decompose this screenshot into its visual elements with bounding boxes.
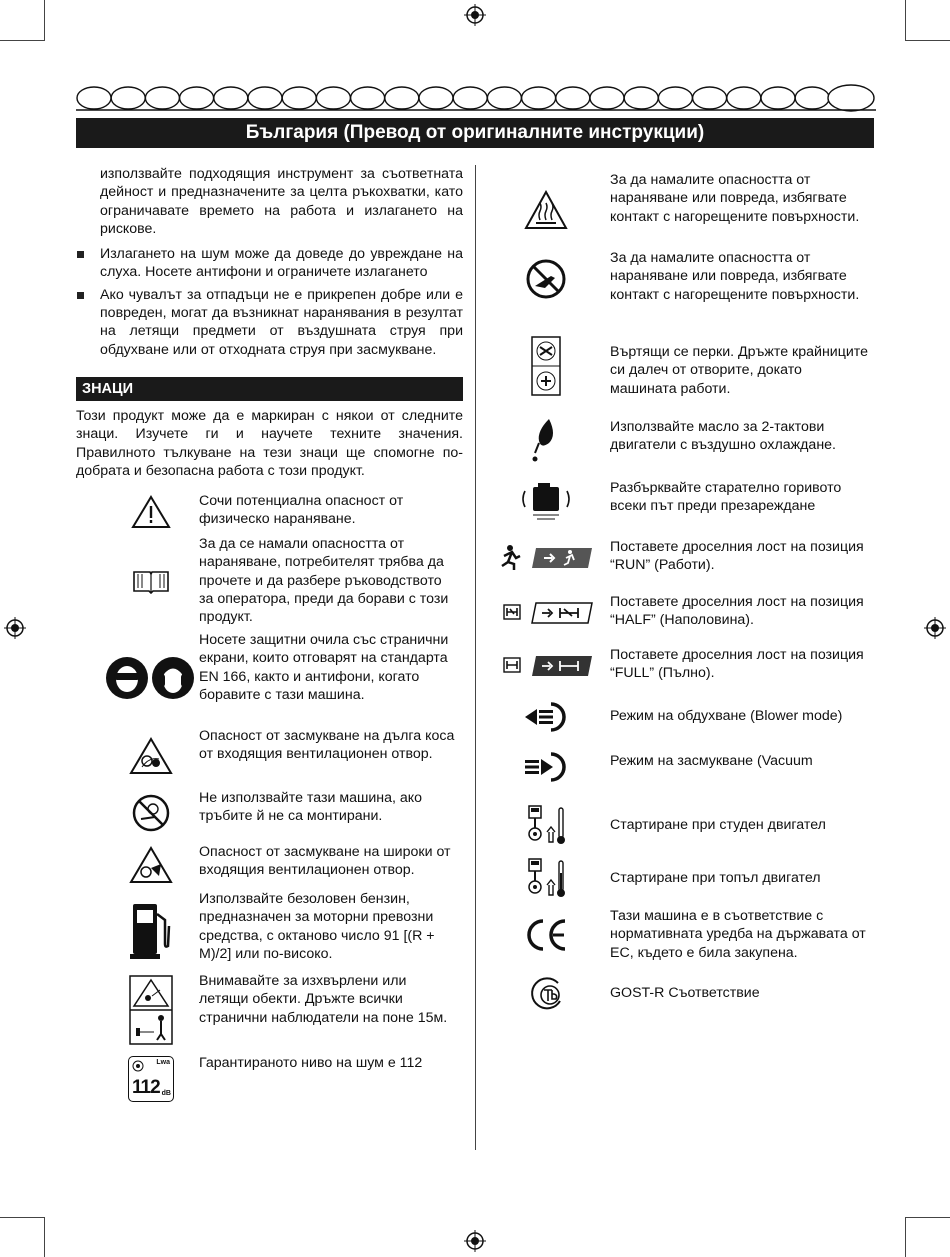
symbol-description: За да се намали опасността от нараняване, потребителят трябва да прочете и да разбере ръководството за оператора, преди да борави с този продукт. <box>199 536 449 626</box>
ce-mark-icon <box>496 907 596 963</box>
gost-r-icon <box>496 975 596 1015</box>
symbol-description: Поставете дроселния лост на позиция “HALF” (Наполовина). <box>610 594 864 629</box>
intro-paragraph: използвайте подходящия инструмент за съответната дейност и предназначените за целта ръкохватки, като ограничавате времето на работа и излагането на рискове. <box>100 166 463 237</box>
crop-mark <box>0 1217 45 1218</box>
cold-start-icon <box>496 801 596 849</box>
language-tab <box>453 87 487 109</box>
symbol-description: Поставете дроселния лост на позиция “FULL” (Пълно). <box>610 647 864 682</box>
language-tab <box>316 87 350 109</box>
language-tab <box>145 87 179 109</box>
throttle-half-icon <box>496 593 596 633</box>
eye-ear-protection-icon <box>96 631 206 725</box>
language-tab <box>487 87 521 109</box>
language-tab <box>761 87 795 109</box>
vacuum-mode-icon <box>496 750 596 784</box>
symbol-row <box>491 801 874 849</box>
bullet-text: Ако чувалът за отпадъци не е прикрепен добре или е повреден, могат да възникнат наранявания в резултат на летящи предмети от въздушната струя при обдухване или от отходната струя при засмукване. <box>100 286 463 358</box>
symbol-description: Опасност от засмукване на широки от входящия вентилационен отвор. <box>199 844 451 879</box>
crop-mark <box>905 1217 906 1257</box>
crop-mark <box>905 1217 950 1218</box>
symbol-description: Използвайте безоловен бензин, предназначен за моторни превозни средства, с октаново число 91 [(R + M)/2] или по-високо. <box>199 891 435 963</box>
language-tab <box>111 87 145 109</box>
read-manual-icon <box>96 535 206 627</box>
language-tab <box>77 87 111 109</box>
symbol-description: Използвайте масло за 2-тактови двигатели с въздушно охлаждане. <box>610 419 836 454</box>
symbol-row <box>76 890 463 970</box>
crop-mark <box>905 0 906 40</box>
symbol-row <box>491 171 874 249</box>
bullet-item <box>76 286 463 359</box>
bullet-item <box>76 245 463 282</box>
language-tab <box>351 87 385 109</box>
noise-level-112-icon <box>96 1054 206 1104</box>
no-touch-hot-surface-icon <box>496 249 596 309</box>
symbol-row <box>76 789 463 837</box>
symbol-row <box>491 249 874 327</box>
bullet-square-icon <box>77 292 84 299</box>
symbol-description: Поставете дроселния лост на позиция “RUN” (Работи). <box>610 539 864 574</box>
crop-mark <box>905 40 950 41</box>
language-tab <box>282 87 316 109</box>
thrown-objects-icon <box>96 972 206 1048</box>
crop-mark <box>44 0 45 40</box>
language-tab <box>658 87 692 109</box>
language-tabs <box>76 84 876 112</box>
symbol-row <box>491 907 874 963</box>
oil-drop-icon <box>496 415 596 465</box>
symbol-description: Гарантираното ниво на шум е 112 <box>199 1055 423 1072</box>
registration-mark-icon <box>4 617 26 639</box>
symbol-row <box>76 492 463 532</box>
noise-badge-unit: dB <box>161 1090 171 1098</box>
symbol-description: Носете защитни очила със странични екрани, които отговарят на стандарта EN 166, както и антифони, когато боравите с тази машина. <box>199 632 449 704</box>
language-tab <box>385 87 419 109</box>
section-heading: ЗНАЦИ <box>76 377 463 401</box>
crop-mark <box>44 1217 45 1257</box>
shake-fuel-icon <box>496 479 596 523</box>
bullet-text: Излагането на шум може да доведе до увреждане на слуха. Носете антифони и ограничете излагането <box>100 246 463 281</box>
symbol-description: Стартиране при студен двигател <box>610 817 826 833</box>
language-tab <box>795 87 829 109</box>
symbol-row <box>76 535 463 627</box>
registration-mark-icon <box>464 1230 486 1252</box>
symbol-row <box>491 415 874 465</box>
language-tab <box>248 87 282 109</box>
page-title: България (Превод от оригиналните инструкции) <box>76 118 874 148</box>
symbol-description: Опасност от засмукване на дълга коса от входящия вентилационен отвор. <box>199 728 455 763</box>
symbol-row <box>76 631 463 725</box>
symbol-row <box>76 843 463 887</box>
language-tab <box>624 87 658 109</box>
symbol-description: Сочи потенциална опасност от физическо нараняване. <box>199 493 404 528</box>
column-divider <box>475 165 476 1150</box>
symbol-description: Режим на засмукване (Vacuum <box>610 753 813 769</box>
rotating-fan-icon <box>496 335 596 397</box>
noise-badge-top-label: Lwa <box>156 1059 170 1067</box>
symbol-row <box>76 1054 463 1104</box>
symbol-description: Не използвайте тази машина, ако тръбите й не са монтирани. <box>199 790 423 825</box>
symbol-row <box>491 335 874 397</box>
bullet-square-icon <box>77 251 84 258</box>
symbol-description: Внимавайте за изхвърлени или летящи обекти. Дръжте всички странични наблюдатели на поне 15м. <box>199 973 448 1026</box>
warm-start-icon <box>496 854 596 902</box>
language-tab <box>727 87 761 109</box>
blower-mode-icon <box>496 701 596 733</box>
symbol-row <box>491 854 874 902</box>
symbol-description: GOST-R Съответствие <box>610 985 760 1001</box>
warning-triangle-icon <box>96 492 206 532</box>
language-tab <box>693 87 727 109</box>
fuel-pump-icon <box>96 890 206 970</box>
symbol-description: Въртящи се перки. Дръжте крайниците си далеч от отворите, докато машината работи. <box>610 344 869 397</box>
no-operation-without-tubes-icon <box>96 789 206 837</box>
language-tab-active <box>828 85 874 111</box>
symbol-row <box>491 538 874 578</box>
noise-badge-value: 112 <box>132 1077 160 1099</box>
symbol-description: Тази машина е в съответствие с нормативната уредба на държавата от ЕС, където е била закупена. <box>610 908 866 961</box>
symbol-row <box>491 646 874 686</box>
symbol-row <box>491 479 874 523</box>
loose-clothing-intake-hazard-icon <box>96 843 206 887</box>
language-tab <box>522 87 556 109</box>
symbol-description: За да намалите опасността от нараняване или повреда, избягвате контакт с нагорещените повърхности. <box>610 172 860 225</box>
symbol-description: Разбърквайте старателно горивото всеки път преди презареждане <box>610 480 842 515</box>
symbol-description: Стартиране при топъл двигател <box>610 870 821 886</box>
section-intro: Този продукт може да е маркиран с някои от следните знаци. Изучете ги и научете техните значения. Правилното тълкуване на тези знаци ще спомогне по-добрата и безопасна работа с този продукт. <box>76 407 463 479</box>
left-column <box>76 165 463 1099</box>
long-hair-intake-hazard-icon <box>96 727 206 785</box>
symbol-row <box>491 975 874 1015</box>
symbol-row <box>76 972 463 1048</box>
registration-mark-icon <box>464 4 486 26</box>
symbol-row <box>491 593 874 633</box>
crop-mark <box>0 40 45 41</box>
language-tab <box>180 87 214 109</box>
symbol-description: За да намалите опасността от нараняване или повреда, избягвате контакт с нагорещените повърхности. <box>610 250 860 303</box>
symbol-row <box>491 750 874 790</box>
symbol-row <box>491 701 874 741</box>
language-tab <box>556 87 590 109</box>
symbol-description: Режим на обдухване (Blower mode) <box>610 708 843 724</box>
language-tab <box>419 87 453 109</box>
language-tab <box>590 87 624 109</box>
hot-surface-icon <box>496 171 596 249</box>
registration-mark-icon <box>924 617 946 639</box>
throttle-run-icon <box>496 538 596 578</box>
throttle-full-icon <box>496 646 596 686</box>
language-tab <box>214 87 248 109</box>
symbol-row <box>76 727 463 785</box>
